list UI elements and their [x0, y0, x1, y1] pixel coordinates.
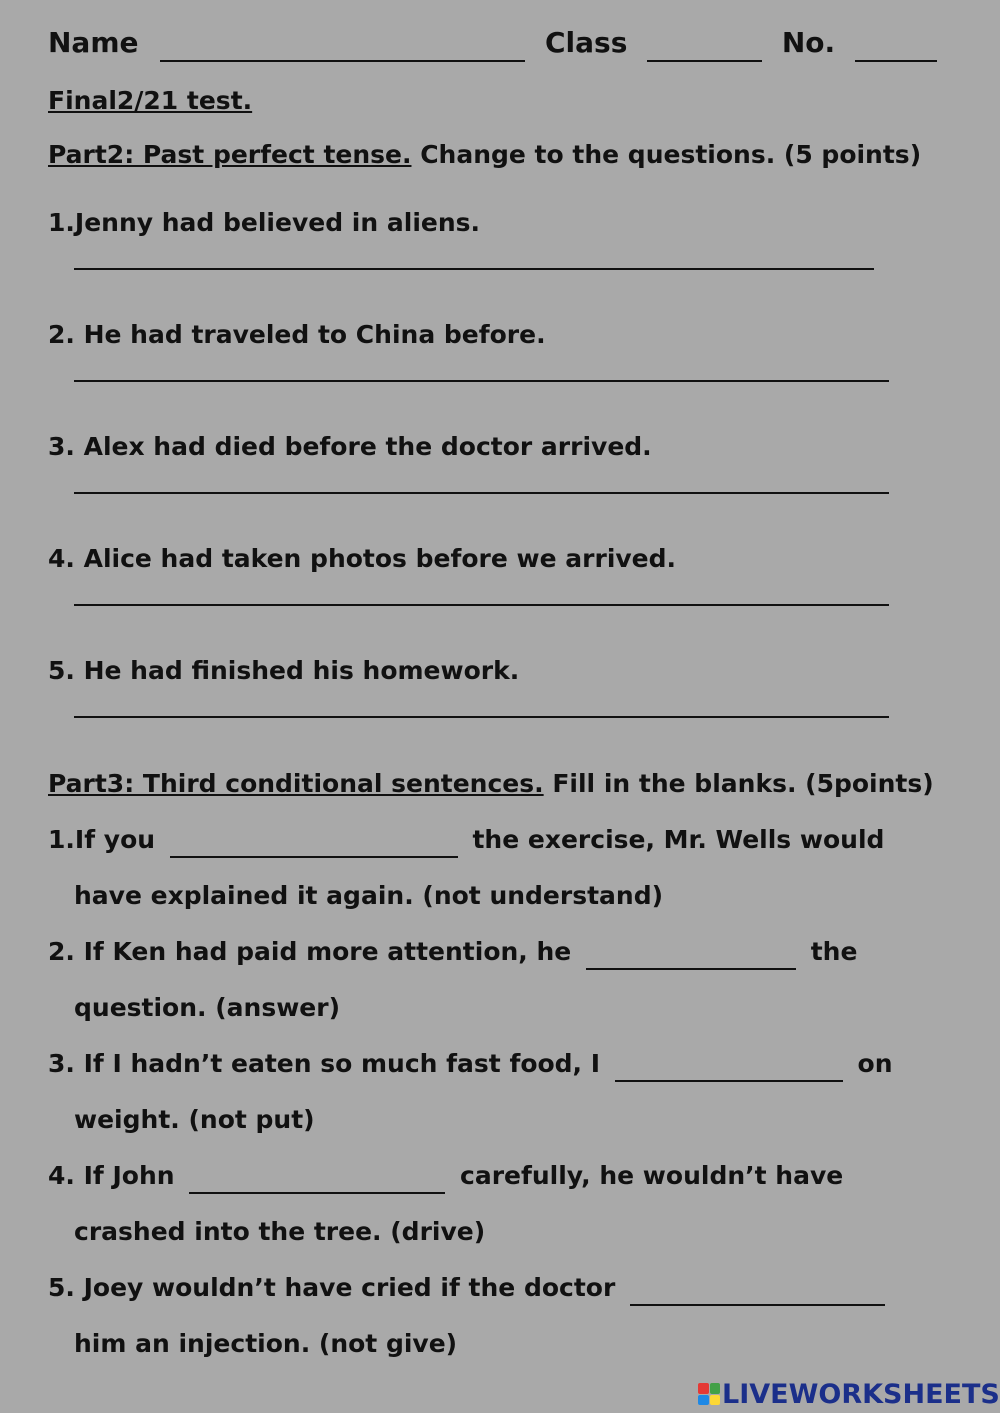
part3-q5-before: 5. Joey wouldn’t have cried if the doctor [48, 1273, 616, 1302]
part3-q4-before: 4. If John [48, 1161, 175, 1190]
liveworksheets-logo-icon [698, 1383, 720, 1405]
class-label: Class [545, 26, 628, 59]
part2-heading: Part2: Past perfect tense. [48, 140, 412, 169]
part2-answer-5[interactable] [74, 716, 889, 718]
part3-q1-before: 1.If you [48, 825, 156, 854]
name-label: Name [48, 26, 139, 59]
part3-q5 [48, 1273, 891, 1306]
part2-item-5: 5. He had finished his homework. [48, 656, 520, 685]
part3-q4-line2: crashed into the tree. (drive) [74, 1217, 486, 1246]
part2-item-3: 3. Alex had died before the doctor arrived. [48, 432, 652, 461]
liveworksheets-logo [698, 1378, 1000, 1410]
part2-answer-2[interactable] [74, 380, 889, 382]
part3-q4-blank[interactable] [189, 1168, 445, 1194]
part3-q2-blank[interactable] [586, 944, 796, 970]
header-row [48, 26, 937, 62]
part3-instruction: Fill in the blanks. (5points) [543, 769, 934, 798]
part3-q5-blank[interactable] [630, 1280, 885, 1306]
part3-q3 [48, 1049, 893, 1082]
name-input[interactable] [160, 36, 525, 62]
part2-item-4: 4. Alice had taken photos before we arrived. [48, 544, 677, 573]
part2-heading-row [48, 140, 921, 169]
part3-q3-after: on [857, 1049, 893, 1078]
part3-q2-line2: question. (answer) [74, 993, 341, 1022]
class-input[interactable] [647, 36, 762, 62]
part2-answer-3[interactable] [74, 492, 889, 494]
part3-q3-before: 3. If I hadn’t eaten so much fast food, I [48, 1049, 601, 1078]
part3-q4 [48, 1161, 843, 1194]
number-input[interactable] [855, 36, 937, 62]
number-label: No. [781, 26, 836, 59]
part3-q1-after: the exercise, Mr. Wells would [472, 825, 885, 854]
part3-q1-line2: have explained it again. (not understand) [74, 881, 664, 910]
part3-q2-before: 2. If Ken had paid more attention, he [48, 937, 572, 966]
part3-q3-blank[interactable] [615, 1056, 843, 1082]
part3-q3-line2: weight. (not put) [74, 1105, 315, 1134]
part3-q1-blank[interactable] [170, 832, 458, 858]
part3-q1 [48, 825, 884, 858]
part3-q5-line2: him an injection. (not give) [74, 1329, 458, 1358]
part2-answer-4[interactable] [74, 604, 889, 606]
part2-item-2: 2. He had traveled to China before. [48, 320, 546, 349]
part3-q4-after: carefully, he wouldn’t have [460, 1161, 844, 1190]
part2-instruction: Change to the questions. (5 points) [411, 140, 922, 169]
part2-item-1: 1.Jenny had believed in aliens. [48, 208, 481, 237]
part3-heading: Part3: Third conditional sentences. [48, 769, 544, 798]
part2-answer-1[interactable] [74, 268, 874, 270]
part3-q2 [48, 937, 857, 970]
liveworksheets-logo-text: LIVEWORKSHEETS [722, 1378, 1000, 1410]
part3-heading-row [48, 769, 934, 798]
part3-q2-after: the [810, 937, 858, 966]
test-title: Final2/21 test. [48, 86, 253, 115]
